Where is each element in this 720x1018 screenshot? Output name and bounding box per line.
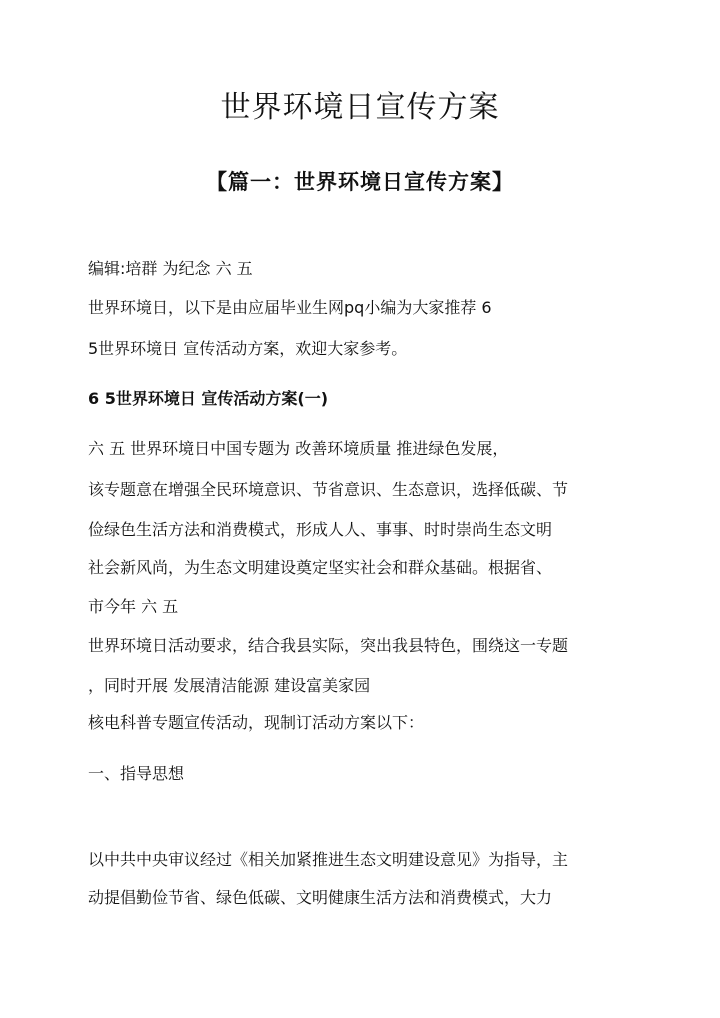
text-line: 世界环境日，以下是由应届毕业生网pq小编为大家推荐 6 xyxy=(88,298,492,317)
text-line: 市今年 六 五 xyxy=(88,597,179,616)
text-line: 核电科普专题宣传活动，现制订活动方案以下： xyxy=(88,713,425,732)
text-line: ，同时开展 发展清洁能源 建设富美家园 xyxy=(88,676,371,695)
text-line: 六 五 世界环境日中国专题为 改善环境质量 推进绿色发展， xyxy=(88,439,509,458)
text-line: 动提倡勤俭节省、绿色低碳、文明健康生活方法和消费模式，大力 xyxy=(88,888,553,907)
text-line: 5世界环境日 宣传活动方案，欢迎大家参考。 xyxy=(88,339,408,358)
section-heading: 6 5世界环境日 宣传活动方案(一) xyxy=(88,389,329,408)
document-subtitle: 【篇一：世界环境日宣传方案】 xyxy=(206,169,514,194)
document-title: 世界环境日宣传方案 xyxy=(220,90,500,125)
text-line: 以中共中央审议经过《相关加紧推进生态文明建设意见》为指导，主 xyxy=(88,850,569,869)
section-heading: 一、指导思想 xyxy=(88,764,185,783)
text-line: 俭绿色生活方法和消费模式，形成人人、事事、时时崇尚生态文明 xyxy=(88,520,553,539)
text-line: 编辑:培群 为纪念 六 五 xyxy=(88,259,253,278)
text-line: 世界环境日活动要求，结合我县实际，突出我县特色，围绕这一专题 xyxy=(88,636,569,655)
text-line: 该专题意在增强全民环境意识、节省意识、生态意识，选择低碳、节 xyxy=(88,480,569,499)
text-line: 社会新风尚，为生态文明建设奠定坚实社会和群众基础。根据省、 xyxy=(88,558,553,577)
